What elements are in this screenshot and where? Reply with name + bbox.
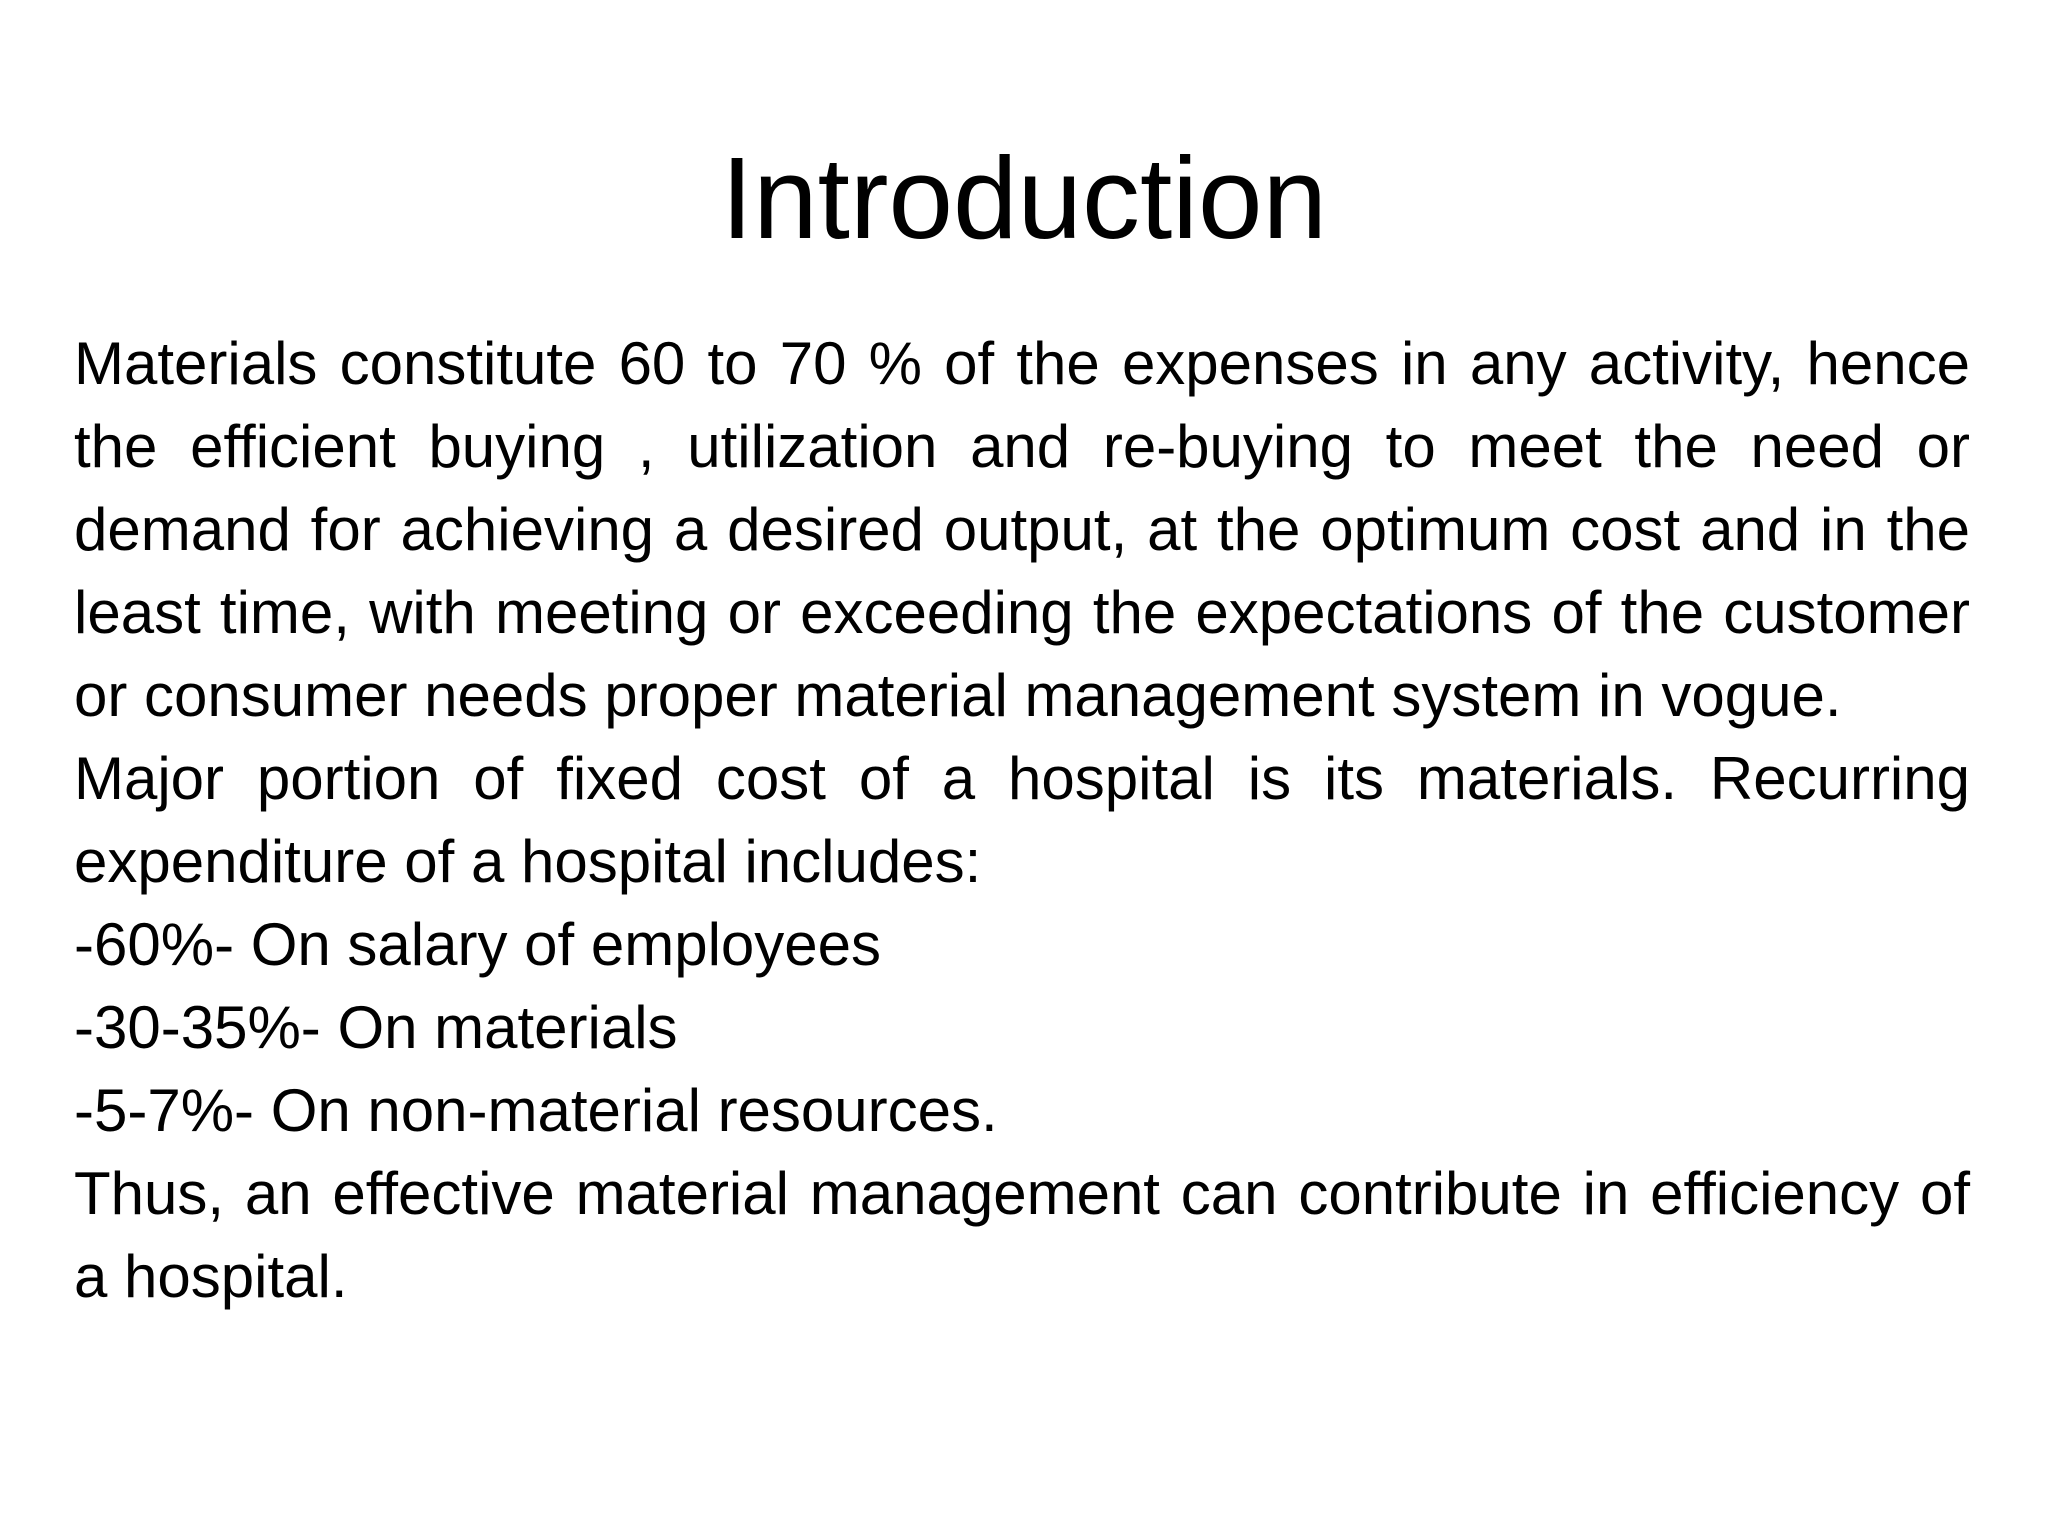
paragraph-fixed-cost: Major portion of fixed cost of a hospital is its materials. Recurring expenditure of a hospital includes: (74, 745, 1970, 895)
slide-title: Introduction (720, 133, 1328, 263)
slide-body (74, 322, 1970, 1318)
list-item-salary: -60%- On salary of employees (74, 911, 882, 978)
list-item-non-material: -5-7%- On non-material resources. (74, 1077, 998, 1144)
list-item-materials: -30-35%- On materials (74, 994, 678, 1061)
paragraph-conclusion: Thus, an effective material management can contribute in efficiency of a hospital. (74, 1160, 1970, 1310)
paragraph-materials-expenses: Materials constitute 60 to 70 % of the expenses in any activity, hence the efficient buying , utilization and re-buying to meet the need or demand for achieving a desired output, at the optimum cost and in the least time, with meeting or exceeding the expectations of the customer or consumer needs proper material management system in vogue. (74, 330, 1970, 729)
